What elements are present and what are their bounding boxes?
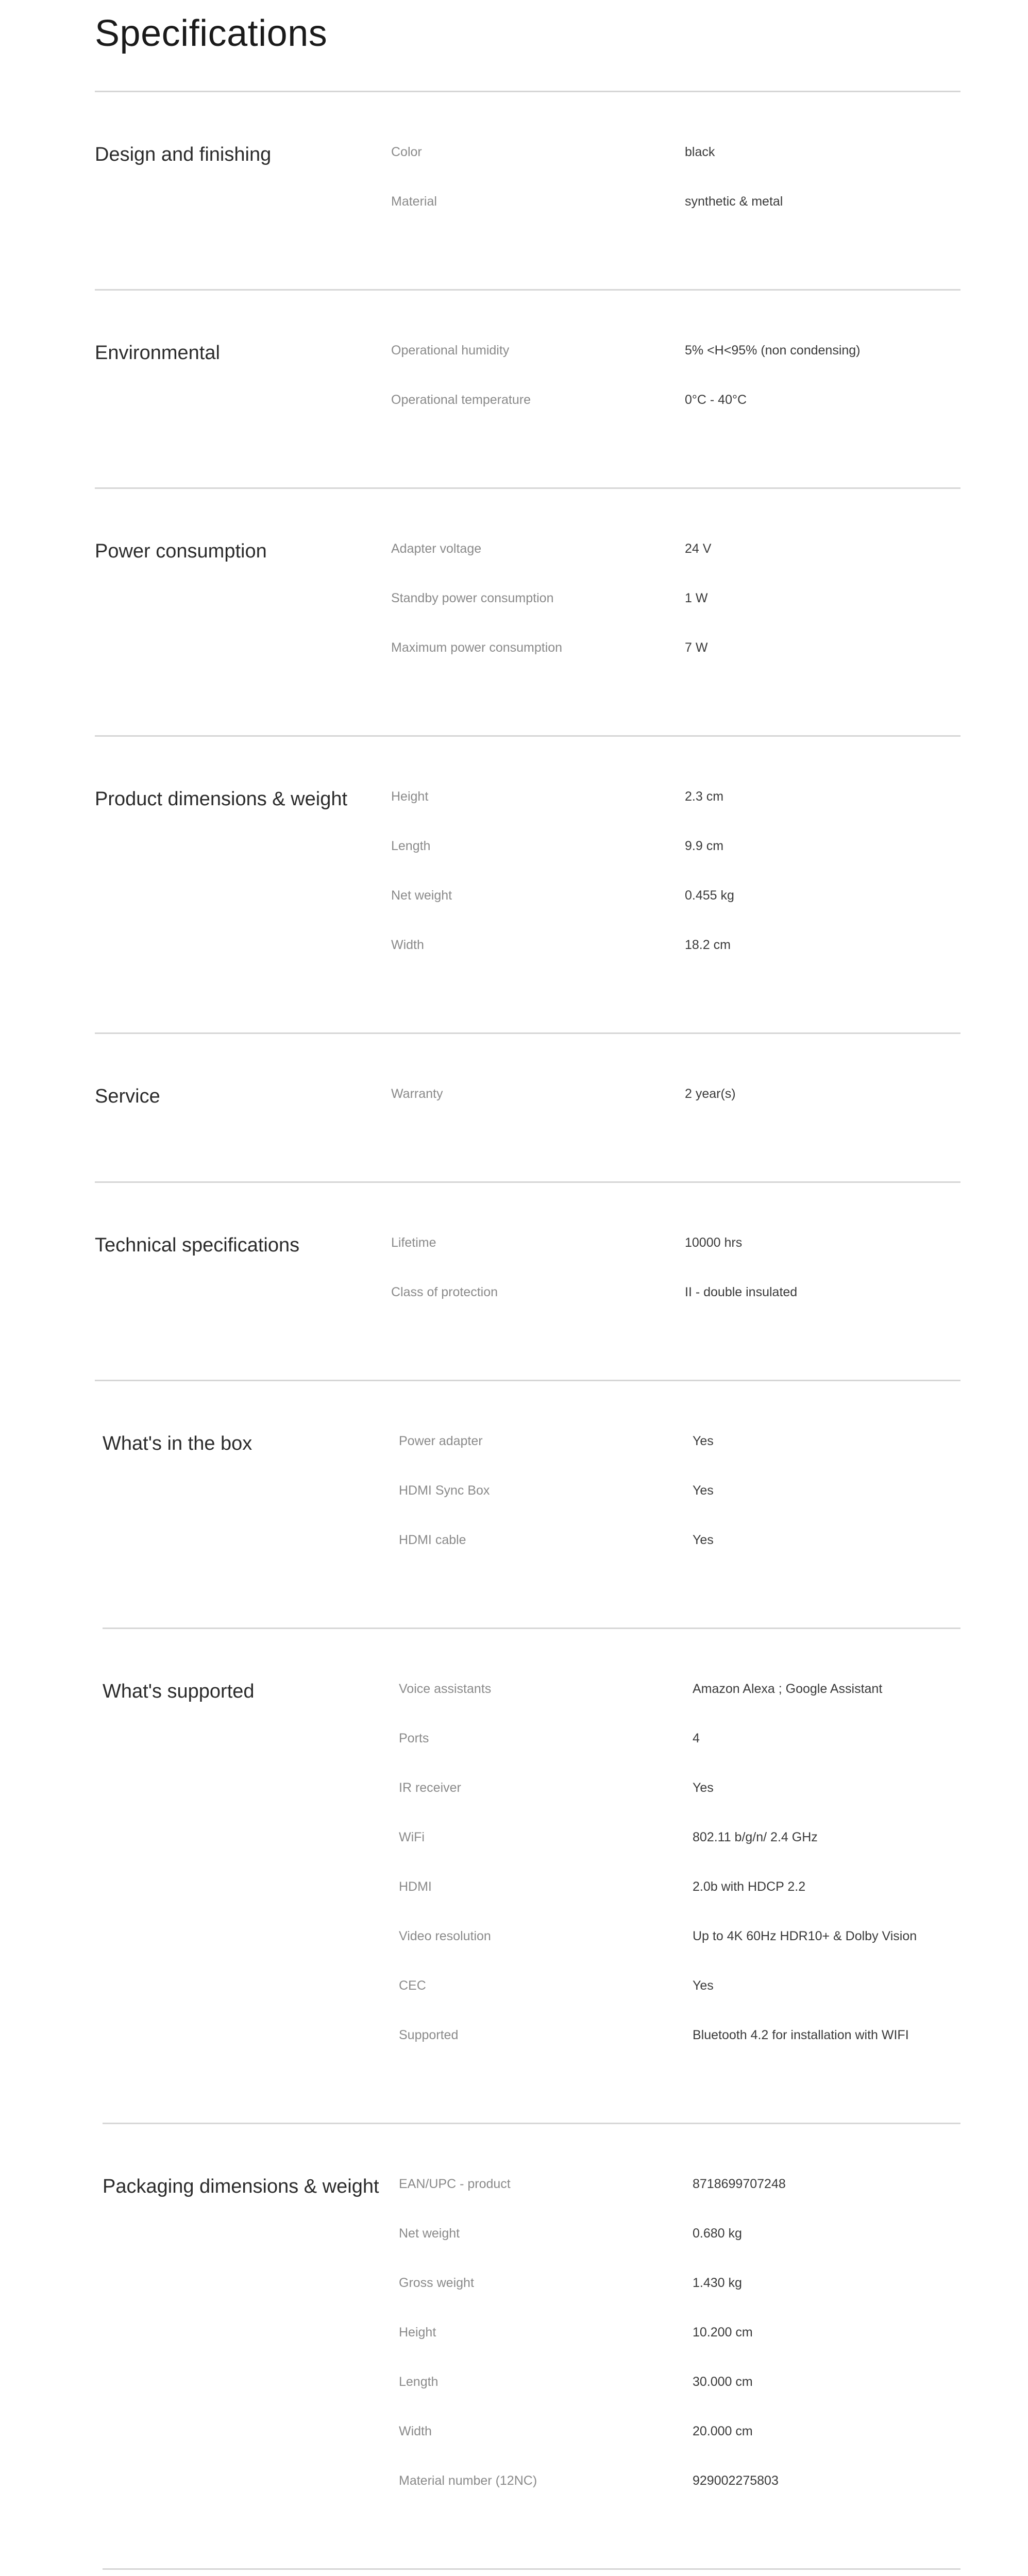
spec-row [399,2472,960,2522]
spec-value: 8718699707248 [693,2177,786,2191]
spec-value: Yes [693,1434,714,1448]
spec-value: 0.455 kg [685,888,734,903]
spec-value: 1 W [685,591,708,605]
spec-value: 18.2 cm [685,938,731,952]
spec-row [399,1681,960,1730]
spec-section-product-dimensions [95,737,960,1032]
spec-value: 2.0b with HDCP 2.2 [693,1879,806,1894]
spec-value: Amazon Alexa ; Google Assistant [693,1682,883,1696]
spec-value: 929002275803 [693,2473,779,2488]
spec-row [399,2275,960,2324]
specifications-list [95,91,960,2576]
spec-value: synthetic & metal [685,194,783,209]
spec-label: Material number (12NC) [399,2473,537,2488]
spec-value: 2.3 cm [685,789,724,804]
spec-label: Width [399,2424,432,2438]
spec-label: Height [399,2325,436,2340]
spec-value: 0°C - 40°C [685,393,747,407]
spec-row [391,1234,960,1284]
spec-row [399,1977,960,2027]
spec-value: 2 year(s) [685,1087,736,1101]
spec-row [391,788,960,838]
spec-row [399,2423,960,2472]
spec-label: EAN/UPC - product [399,2177,511,2191]
spec-rows [391,144,960,243]
section-title: Service [95,1086,160,1107]
spec-value: Yes [693,1978,714,1993]
spec-value: 20.000 cm [693,2424,753,2438]
spec-row [391,1284,960,1333]
spec-value: 9.9 cm [685,839,724,853]
spec-label: HDMI [399,1879,432,1894]
section-title: Design and finishing [95,144,272,165]
spec-row [391,342,960,392]
spec-value: 5% <H<95% (non condensing) [685,343,861,358]
spec-value: Bluetooth 4.2 for installation with WIFI [693,2028,909,2042]
spec-rows [391,1234,960,1333]
spec-row [391,144,960,193]
spec-value: 4 [693,1731,700,1745]
spec-label: Material [391,194,437,209]
section-title: Power consumption [95,540,267,562]
spec-label: Adapter voltage [391,541,482,556]
section-title: What's in the box [103,1433,252,1454]
spec-value: 0.680 kg [693,2226,742,2241]
spec-row [391,540,960,590]
spec-row [399,1433,960,1482]
spec-value: Yes [693,1533,714,1547]
spec-label: Operational humidity [391,343,510,358]
spec-row [399,1928,960,1977]
spec-label: Gross weight [399,2276,474,2290]
spec-row [399,1829,960,1878]
spec-label: WiFi [399,1830,425,1844]
spec-row [399,2374,960,2423]
spec-label: CEC [399,1978,426,1993]
spec-section-environmental [95,291,960,487]
spec-value: 30.000 cm [693,2375,753,2389]
spec-row [391,887,960,937]
spec-label: Operational temperature [391,393,531,407]
spec-section-power-consumption [95,489,960,735]
page-title: Specifications [95,13,328,54]
spec-row [399,2225,960,2275]
spec-label: Warranty [391,1087,443,1101]
spec-value: II - double insulated [685,1285,798,1299]
spec-rows [399,1681,960,2076]
spec-row [399,1878,960,1928]
spec-value: 24 V [685,541,712,556]
spec-section-whats-supported [103,1629,960,2123]
spec-label: Voice assistants [399,1682,492,1696]
spec-row [391,590,960,639]
spec-row [399,1532,960,1581]
spec-label: Maximum power consumption [391,640,563,655]
spec-value: 10000 hrs [685,1235,743,1250]
spec-label: HDMI Sync Box [399,1483,490,1498]
spec-row [391,193,960,243]
spec-label: Length [399,2375,439,2389]
spec-label: Lifetime [391,1235,436,1250]
spec-label: Class of protection [391,1285,498,1299]
spec-label: Net weight [391,888,452,903]
spec-label: Video resolution [399,1929,491,1943]
spec-rows [391,1086,960,1135]
spec-row [399,1730,960,1780]
spec-row [391,1086,960,1135]
section-title: Packaging dimensions & weight [103,2176,379,2197]
spec-rows [391,540,960,689]
spec-row [399,1482,960,1532]
spec-rows [399,2176,960,2522]
spec-section-design-and-finishing [95,92,960,289]
spec-row [399,2324,960,2374]
spec-label: Standby power consumption [391,591,554,605]
spec-label: Supported [399,2028,459,2042]
spec-value: 7 W [685,640,708,655]
spec-value: black [685,145,715,159]
spec-row [399,1780,960,1829]
spec-label: Length [391,839,431,853]
section-title: Product dimensions & weight [95,788,348,810]
spec-label: HDMI cable [399,1533,466,1547]
spec-row [391,937,960,986]
specifications-list-extended [95,1381,960,2576]
spec-rows [391,342,960,441]
spec-row [391,838,960,887]
spec-value: Yes [693,1483,714,1498]
spec-section-service [95,1034,960,1181]
spec-row [399,2027,960,2076]
section-title: What's supported [103,1681,255,1702]
section-title: Technical specifications [95,1234,300,1256]
spec-section-packaging-dimensions [103,2124,960,2568]
spec-value: 1.430 kg [693,2276,742,2290]
spec-row [391,392,960,441]
spec-label: Height [391,789,429,804]
spec-rows [399,1433,960,1581]
spec-row [391,639,960,689]
spec-label: Power adapter [399,1434,483,1448]
spec-value: 802.11 b/g/n/ 2.4 GHz [693,1830,818,1844]
section-title: Environmental [95,342,220,364]
spec-label: IR receiver [399,1781,461,1795]
spec-section-technical [95,1183,960,1380]
spec-section-other [103,2570,960,2576]
spec-section-whats-in-the-box [103,1381,960,1628]
spec-value: Yes [693,1781,714,1795]
spec-row [399,2176,960,2225]
spec-label: Color [391,145,422,159]
spec-label: Width [391,938,424,952]
spec-label: Net weight [399,2226,460,2241]
spec-rows [391,788,960,986]
spec-value: Up to 4K 60Hz HDR10+ & Dolby Vision [693,1929,917,1943]
spec-label: Ports [399,1731,429,1745]
spec-value: 10.200 cm [693,2325,753,2340]
